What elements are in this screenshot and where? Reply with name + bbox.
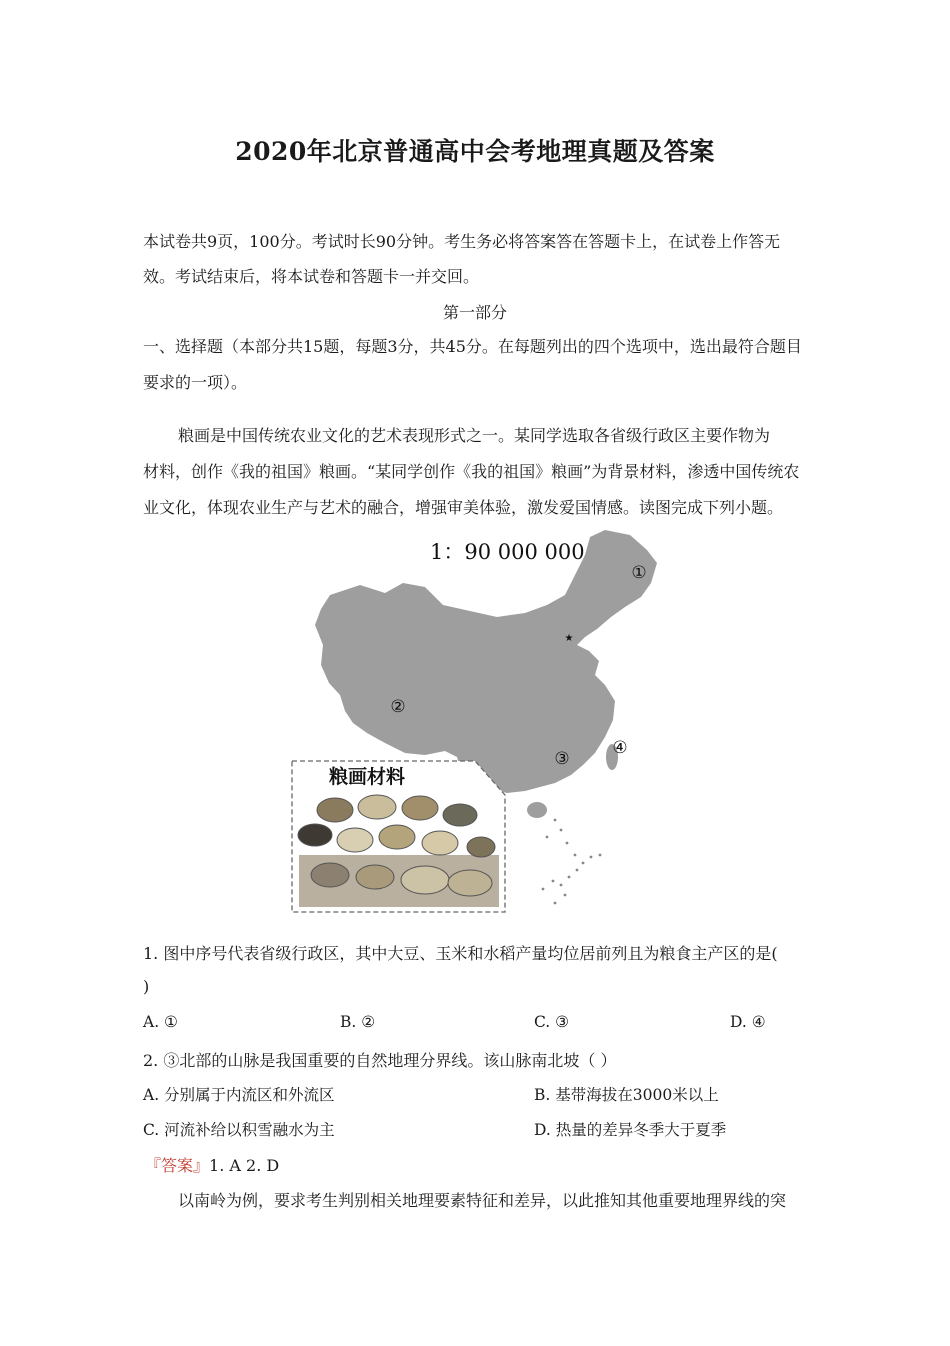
marker-3: ③	[554, 749, 570, 769]
explanation-line: 以南岭为例，要求考生判别相关地理要素特征和差异，以此推知其他重要地理界线的突	[178, 1191, 787, 1210]
map-scale: 1：90 000 000	[430, 540, 585, 564]
q1-option-a: A. ①	[143, 1013, 178, 1031]
part-heading: 第一部分	[442, 303, 507, 322]
section-line-2: 要求的一项）。	[143, 373, 248, 392]
hainan-island	[527, 802, 547, 818]
section-line-1: 一、选择题（本部分共15题，每题3分，共45分。在每题列出的四个选项中，选出最符合题目	[143, 337, 802, 356]
q1-option-c: C. ③	[534, 1013, 570, 1031]
inset-label: 粮画材料	[329, 766, 406, 788]
q2-option-a: A. 分别属于内流区和外流区	[143, 1086, 335, 1104]
marker-2: ②	[390, 697, 406, 717]
answer-label: 『答案』	[145, 1156, 210, 1175]
q1-option-b: B. ②	[340, 1013, 376, 1031]
mainland-shape	[315, 530, 657, 793]
passage-line-2: 材料，创作《我的祖国》粮画。“某同学创作《我的祖国》粮画”为背景材料，渗透中国传统农	[143, 462, 800, 481]
intro-line-1: 本试卷共9页，100分。考试时长90分钟。考生务必将答案答在答题卡上，在试卷上作答无	[143, 232, 781, 251]
q1-option-d: D. ④	[730, 1013, 766, 1031]
q1-stem-line-1: 1. 图中序号代表省级行政区，其中大豆、玉米和水稻产量均位居前列且为粮食主产区的是(	[143, 944, 778, 963]
china-map-figure	[285, 525, 675, 920]
q2-option-b: B. 基带海拔在3000米以上	[534, 1086, 719, 1104]
answer-text: 1. A 2. D	[209, 1156, 280, 1175]
passage-line-1: 粮画是中国传统农业文化的艺术表现形式之一。某同学选取各省级行政区主要作物为	[178, 426, 771, 445]
answer-line	[145, 1153, 279, 1176]
page-title: 2020年北京普通高中会考地理真题及答案	[235, 137, 715, 166]
marker-4: ④	[612, 738, 628, 758]
passage-line-3: 业文化，体现农业生产与艺术的融合，增强审美体验，激发爱国情感。读图完成下列小题。	[143, 498, 784, 517]
q1-stem-line-2: )	[143, 977, 150, 996]
q2-option-d: D. 热量的差异冬季大于夏季	[534, 1121, 727, 1139]
capital-star: ★	[564, 633, 574, 644]
south-sea-islands	[542, 819, 602, 905]
intro-line-2: 效。考试结束后，将本试卷和答题卡一并交回。	[143, 267, 480, 286]
q2-option-c: C. 河流补给以积雪融水为主	[143, 1121, 335, 1139]
marker-1: ①	[631, 563, 647, 583]
q2-stem: 2. ③北部的山脉是我国重要的自然地理分界线。该山脉南北坡（ ）	[143, 1051, 617, 1070]
